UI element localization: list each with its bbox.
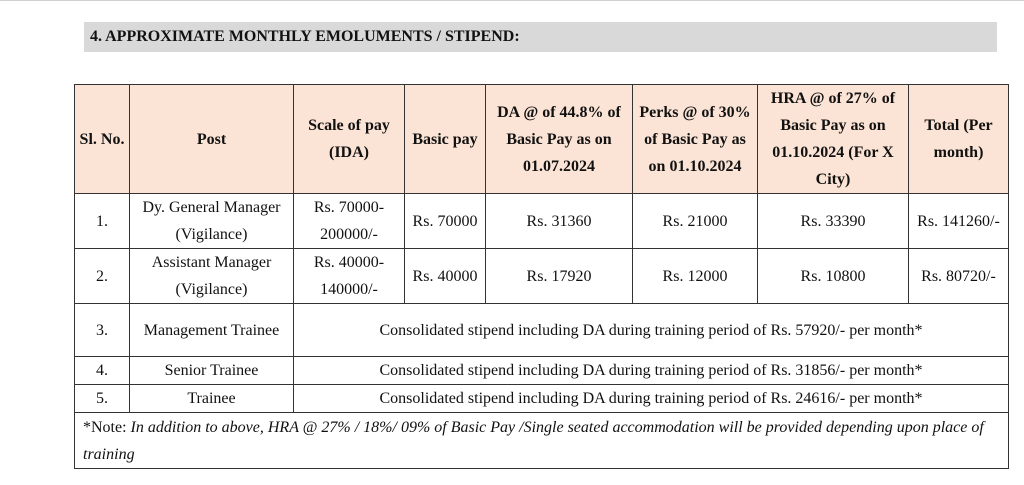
cell-da: Rs. 17920 xyxy=(486,249,633,304)
cell-basic: Rs. 70000 xyxy=(405,194,486,249)
table-row xyxy=(75,194,1009,249)
cell-da: Rs. 31360 xyxy=(486,194,633,249)
header-row xyxy=(75,85,1009,194)
top-divider xyxy=(0,0,1024,1)
cell-post: Senior Trainee xyxy=(130,357,294,385)
cell-stipend: Consolidated stipend including DA during training period of Rs. 57920/- per month* xyxy=(294,304,1009,357)
table-row xyxy=(75,385,1009,413)
cell-scale: Rs. 70000-200000/- xyxy=(294,194,405,249)
cell-post: Trainee xyxy=(130,385,294,413)
cell-sl: 1. xyxy=(75,194,130,249)
cell-hra: Rs. 33390 xyxy=(758,194,909,249)
note-cell xyxy=(75,413,1009,469)
cell-stipend: Consolidated stipend including DA during training period of Rs. 24616/- per month* xyxy=(294,385,1009,413)
section-heading: 4. APPROXIMATE MONTHLY EMOLUMENTS / STIPEND: xyxy=(84,22,997,52)
cell-post: Dy. General Manager (Vigilance) xyxy=(130,194,294,249)
table-row xyxy=(75,357,1009,385)
cell-perks: Rs. 12000 xyxy=(633,249,758,304)
cell-total: Rs. 80720/- xyxy=(909,249,1009,304)
cell-sl: 4. xyxy=(75,357,130,385)
header-scale-of-pay: Scale of pay (IDA) xyxy=(294,85,405,194)
cell-post: Management Trainee xyxy=(130,304,294,357)
table-row xyxy=(75,304,1009,357)
table-row xyxy=(75,249,1009,304)
header-sl-no: Sl. No. xyxy=(75,85,130,194)
cell-basic: Rs. 40000 xyxy=(405,249,486,304)
header-perks: Perks @ of 30% of Basic Pay as on 01.10.2024 xyxy=(633,85,758,194)
header-total: Total (Per month) xyxy=(909,85,1009,194)
header-da: DA @ of 44.8% of Basic Pay as on 01.07.2024 xyxy=(486,85,633,194)
cell-total: Rs. 141260/- xyxy=(909,194,1009,249)
note-text: In addition to above, HRA @ 27% / 18%/ 09% of Basic Pay /Single seated accommodation will be provided depending upon place of training xyxy=(83,418,984,463)
cell-hra: Rs. 10800 xyxy=(758,249,909,304)
cell-stipend: Consolidated stipend including DA during training period of Rs. 31856/- per month* xyxy=(294,357,1009,385)
emoluments-table xyxy=(74,84,1009,469)
header-hra: HRA @ of 27% of Basic Pay as on 01.10.2024 (For X City) xyxy=(758,85,909,194)
cell-perks: Rs. 21000 xyxy=(633,194,758,249)
note-prefix: *Note: xyxy=(83,418,127,436)
header-basic-pay: Basic pay xyxy=(405,85,486,194)
cell-sl: 2. xyxy=(75,249,130,304)
header-post: Post xyxy=(130,85,294,194)
cell-sl: 5. xyxy=(75,385,130,413)
cell-scale: Rs. 40000-140000/- xyxy=(294,249,405,304)
cell-sl: 3. xyxy=(75,304,130,357)
note-row xyxy=(75,413,1009,469)
cell-post: Assistant Manager (Vigilance) xyxy=(130,249,294,304)
